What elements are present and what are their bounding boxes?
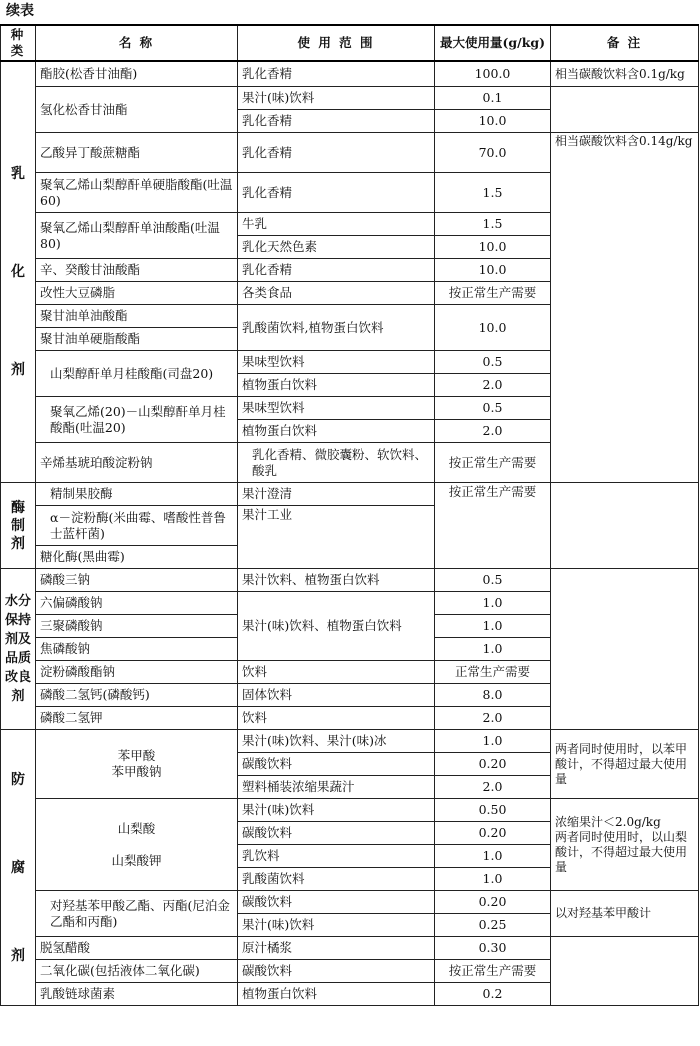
cell-max: 2.0: [435, 707, 551, 730]
cell-scope: 乳化香精: [238, 61, 435, 87]
table-caption: 续表: [6, 3, 34, 19]
category-char: 剂及: [5, 632, 32, 647]
table-row: [1, 891, 699, 914]
cell-max: 1.0: [435, 730, 551, 753]
category-char: 剂: [11, 535, 25, 552]
cell-max: 按正常生产需要: [435, 443, 551, 483]
cell-max: 2.0: [435, 420, 551, 443]
cell-max: 0.2: [435, 983, 551, 1006]
cell-name: 二氧化碳(包括液体二氧化碳): [36, 960, 238, 983]
cell-scope: 果汁(味)饮料、植物蛋白饮料: [238, 592, 435, 661]
cell-max: 100.0: [435, 61, 551, 87]
cell-scope: 乳化香精、微胶囊粉、软饮料、酸乳: [238, 443, 435, 483]
cell-max: 1.0: [435, 615, 551, 638]
cell-max: 2.0: [435, 374, 551, 397]
additive-table: [0, 24, 699, 1006]
cell-name: 氢化松香甘油酯: [36, 87, 238, 133]
header-category: 种类: [1, 25, 36, 61]
category-char: 保持: [5, 613, 32, 628]
table-row: [1, 569, 699, 592]
cell-max: 1.5: [435, 213, 551, 236]
cell-name: 酯胶(松香甘油酯): [36, 61, 238, 87]
cell-max: 0.5: [435, 397, 551, 420]
cell-name: 乳酸链球菌素: [36, 983, 238, 1006]
cell-scope: 乳饮料: [238, 845, 435, 868]
cell-max: 0.20: [435, 753, 551, 776]
header-name: 名 称: [36, 25, 238, 61]
cell-max: 0.50: [435, 799, 551, 822]
cell-name: 聚甘油单硬脂酸酯: [36, 328, 238, 351]
category-char: 剂: [11, 947, 25, 964]
cell-name: 精制果胶酶: [36, 483, 238, 506]
cell-max: 0.5: [435, 351, 551, 374]
cell-scope: 果汁(味)饮料、果汁(味)冰: [238, 730, 435, 753]
cell-max: 正常生产需要: [435, 661, 551, 684]
cell-scope: 塑料桶装浓缩果蔬汁: [238, 776, 435, 799]
cell-note: 相当碳酸饮料含0.14g/kg: [551, 133, 699, 483]
table-row: [1, 937, 699, 960]
cell-note: [551, 483, 699, 569]
cell-name: 聚甘油单油酸酯: [36, 305, 238, 328]
cell-scope: 乳化香精: [238, 133, 435, 173]
cell-name: 六偏磷酸钠: [36, 592, 238, 615]
cell-max: 0.1: [435, 87, 551, 110]
cell-max: 10.0: [435, 259, 551, 282]
cell-name: 磷酸三钠: [36, 569, 238, 592]
category-char: 乳: [11, 166, 25, 182]
category-char: 剂: [11, 362, 25, 378]
cell-scope: 各类食品: [238, 282, 435, 305]
cell-max: 1.0: [435, 638, 551, 661]
cell-name: 焦磷酸钠: [36, 638, 238, 661]
cell-max: 1.0: [435, 845, 551, 868]
cell-scope: 碳酸饮料: [238, 891, 435, 914]
cell-scope: 原汁橘浆: [238, 937, 435, 960]
cell-scope: 果汁澄清: [238, 483, 435, 506]
cell-scope: 乳化香精: [238, 259, 435, 282]
cell-max: 1.0: [435, 868, 551, 891]
cell-note: 浓缩果汁＜2.0g/kg 两者同时使用时，以山梨酸计，不得超过最大使用量: [551, 799, 699, 891]
cell-name: 磷酸二氢钙(磷酸钙): [36, 684, 238, 707]
category-char: 化: [11, 264, 25, 280]
category-char: 腐: [11, 859, 25, 876]
cell-max: 1.0: [435, 592, 551, 615]
category-emulsifier: [1, 61, 36, 483]
cell-scope: 碳酸饮料: [238, 753, 435, 776]
table-row: [1, 133, 699, 173]
cell-name: 改性大豆磷脂: [36, 282, 238, 305]
cell-max: 10.0: [435, 305, 551, 351]
cell-name: 对羟基苯甲酸乙酯、丙酯(尼泊金乙酯和丙酯): [36, 891, 238, 937]
cell-note: [551, 87, 699, 133]
cell-max: 按正常生产需要: [435, 960, 551, 983]
cell-scope: 植物蛋白饮料: [238, 420, 435, 443]
cell-name: 聚氧乙烯山梨醇酐单硬脂酸酯(吐温60): [36, 173, 238, 213]
cell-scope: 果汁(味)饮料: [238, 87, 435, 110]
header-scope: 使 用 范 围: [238, 25, 435, 61]
cell-max: 0.30: [435, 937, 551, 960]
cell-scope: 果汁工业: [238, 506, 435, 569]
cell-name: α－淀粉酶(米曲霉、嗜酸性普鲁士蓝杆菌): [36, 506, 238, 546]
cell-max: 10.0: [435, 236, 551, 259]
cell-scope: 果汁(味)饮料: [238, 799, 435, 822]
category-preservative: [1, 730, 36, 1006]
cell-max: 0.20: [435, 822, 551, 845]
cell-max: 0.25: [435, 914, 551, 937]
cell-scope: 碳酸饮料: [238, 822, 435, 845]
category-char: 制: [11, 517, 25, 534]
cell-name: 乙酸异丁酸蔗糖酯: [36, 133, 238, 173]
cell-scope: 植物蛋白饮料: [238, 374, 435, 397]
cell-note: 两者同时使用时，以苯甲酸计，不得超过最大使用量: [551, 730, 699, 799]
cell-max: 70.0: [435, 133, 551, 173]
cell-scope: 果汁(味)饮料: [238, 914, 435, 937]
cell-name: 辛、癸酸甘油酸酯: [36, 259, 238, 282]
table-row: [1, 730, 699, 753]
cell-scope: 乳酸菌饮料: [238, 868, 435, 891]
cell-scope: 果汁饮料、植物蛋白饮料: [238, 569, 435, 592]
header-note: 备 注: [551, 25, 699, 61]
cell-scope: 饮料: [238, 707, 435, 730]
cell-name: 磷酸二氢钾: [36, 707, 238, 730]
cell-name: 山梨酸 山梨酸钾: [36, 799, 238, 891]
category-char: 水分: [5, 594, 32, 609]
cell-scope: 碳酸饮料: [238, 960, 435, 983]
category-char: 酶: [11, 499, 25, 516]
cell-name: 辛烯基琥珀酸淀粉钠: [36, 443, 238, 483]
table-row: [1, 799, 699, 822]
category-char: 改良: [5, 670, 32, 685]
category-char: 品质: [5, 651, 32, 666]
table-row: [1, 483, 699, 506]
cell-max: 0.20: [435, 891, 551, 914]
cell-scope: 植物蛋白饮料: [238, 983, 435, 1006]
cell-max: 10.0: [435, 110, 551, 133]
cell-note: [551, 937, 699, 1006]
category-char: 剂: [11, 689, 25, 704]
cell-name: 聚氧乙烯(20)－山梨醇酐单月桂酸酯(吐温20): [36, 397, 238, 443]
cell-note: 相当碳酸饮料含0.1g/kg: [551, 61, 699, 87]
cell-scope: 固体饮料: [238, 684, 435, 707]
cell-name: 脱氢醋酸: [36, 937, 238, 960]
table-row: [1, 61, 699, 87]
cell-max: 8.0: [435, 684, 551, 707]
cell-name: 淀粉磷酸酯钠: [36, 661, 238, 684]
category-enzyme: [1, 483, 36, 569]
cell-max: 1.5: [435, 173, 551, 213]
cell-name: 苯甲酸 苯甲酸钠: [36, 730, 238, 799]
cell-name: 糖化酶(黑曲霉): [36, 546, 238, 569]
header-row: [1, 25, 699, 61]
cell-max: 2.0: [435, 776, 551, 799]
cell-scope: 牛乳: [238, 213, 435, 236]
table-row: [1, 87, 699, 110]
cell-scope: 乳化香精: [238, 173, 435, 213]
cell-max: 按正常生产需要: [435, 282, 551, 305]
cell-name: 聚氧乙烯山梨醇酐单油酸酯(吐温80): [36, 213, 238, 259]
cell-max: 按正常生产需要: [435, 483, 551, 569]
cell-scope: 乳化天然色素: [238, 236, 435, 259]
cell-scope: 果味型饮料: [238, 351, 435, 374]
category-char: 防: [11, 771, 25, 788]
cell-max: 0.5: [435, 569, 551, 592]
cell-note: 以对羟基苯甲酸计: [551, 891, 699, 937]
cell-scope: 乳酸菌饮料,植物蛋白饮料: [238, 305, 435, 351]
cell-name: 三聚磷酸钠: [36, 615, 238, 638]
cell-scope: 乳化香精: [238, 110, 435, 133]
cell-name: 山梨醇酐单月桂酸酯(司盘20): [36, 351, 238, 397]
cell-note: [551, 569, 699, 730]
category-water-retention: [1, 569, 36, 730]
cell-scope: 饮料: [238, 661, 435, 684]
cell-scope: 果味型饮料: [238, 397, 435, 420]
header-max: 最大使用量(g/kg): [435, 25, 551, 61]
